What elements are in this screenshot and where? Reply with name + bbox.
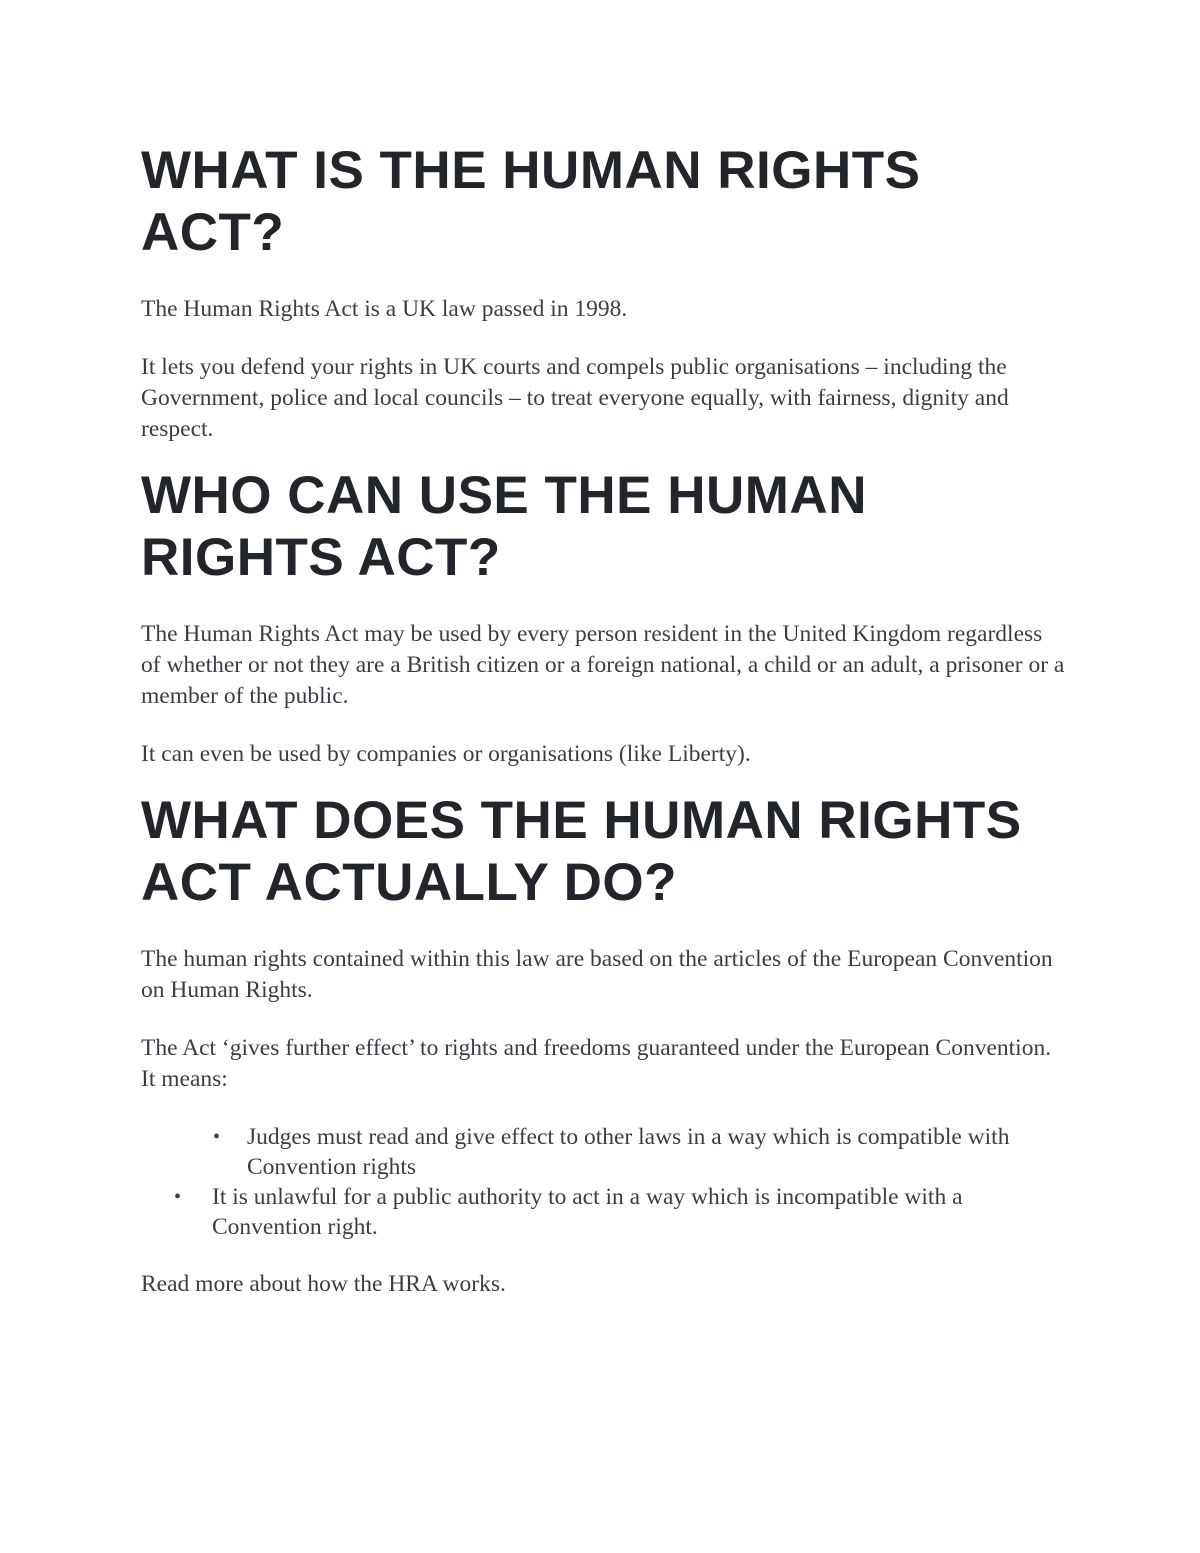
read-more-text: Read more about how the HRA works.	[141, 1271, 506, 1297]
section-3-paragraph-1: The human rights contained within this law are based on the articles of the European Convention on Human Rights.	[141, 946, 1053, 1003]
section-3-heading: WHAT DOES THE HUMAN RIGHTS ACT ACTUALLY DO?	[141, 791, 1022, 912]
bullet-list	[141, 1122, 1066, 1242]
section-1-heading: WHAT IS THE HUMAN RIGHTS ACT?	[141, 141, 921, 262]
list-item	[141, 1122, 1066, 1182]
document-page	[141, 140, 1066, 1300]
list-item	[141, 1182, 1066, 1242]
section-1-paragraph-2: It lets you defend your rights in UK courts and compels public organisations – including the Government, police and local councils – to treat everyone equally, with fairness, dignity and respect.	[141, 354, 1009, 442]
section-2-paragraph-1: The Human Rights Act may be used by every person resident in the United Kingdom regardless of whether or not they are a British citizen or a foreign national, a child or an adult, a prisoner or a member of the public.	[141, 621, 1065, 709]
section-2-paragraph-2: It can even be used by companies or organisations (like Liberty).	[141, 741, 751, 767]
list-item-text: It is unlawful for a public authority to act in a way which is incompatible with a Convention right.	[212, 1184, 963, 1240]
bullet-icon: •	[213, 1126, 221, 1148]
section-1-paragraph-1: The Human Rights Act is a UK law passed in 1998.	[141, 296, 628, 322]
list-item-text: Judges must read and give effect to other laws in a way which is compatible with Convention rights	[247, 1124, 1010, 1180]
section-2-heading: WHO CAN USE THE HUMAN RIGHTS ACT?	[141, 466, 867, 587]
bullet-icon: •	[174, 1186, 182, 1208]
section-3-paragraph-2: The Act ‘gives further effect’ to rights and freedoms guaranteed under the European Convention. It means:	[141, 1035, 1052, 1092]
